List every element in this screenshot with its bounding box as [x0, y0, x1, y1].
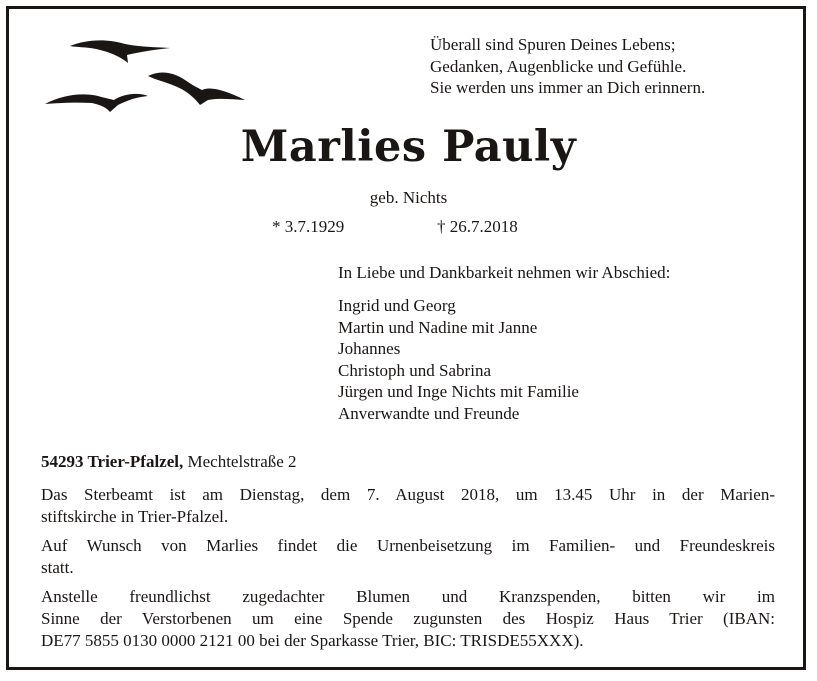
seagull-icon [70, 40, 170, 63]
quote-line: Überall sind Spuren Deines Lebens; [430, 35, 676, 54]
address-city: 54293 Trier-Pfalzel, [41, 452, 184, 471]
donation-paragraph [41, 586, 775, 652]
mourner-item: Ingrid und Georg [338, 296, 456, 315]
seagull-icon [148, 73, 245, 105]
paragraph-line: Das Sterbeamt ist am Dienstag, dem 7. August 2018, um 13.45 Uhr in der Marien- [41, 485, 775, 504]
death-date: † 26.7.2018 [437, 217, 518, 236]
seagulls-icon [40, 30, 255, 120]
paragraph-line: statt. [41, 558, 74, 577]
mourner-item: Christoph und Sabrina [338, 360, 491, 380]
quote-line: Sie werden uns immer an Dich erinnern. [430, 78, 706, 97]
mourners-list [338, 295, 579, 425]
family-address [41, 452, 297, 472]
birth-date: * 3.7.1929 [272, 217, 345, 236]
paragraph-line: Auf Wunsch von Marlies findet die Urnenbeisetzung im Familien- und Freundeskreis [41, 536, 775, 555]
seagull-icon [45, 94, 148, 112]
funeral-paragraph [41, 484, 775, 528]
mourner-item: Anverwandte und Freunde [338, 403, 520, 423]
address-street: Mechtelstraße 2 [187, 452, 297, 471]
paragraph-line: Sinne der Verstorbenen um eine Spende zugunsten des Hospiz Haus Trier (IBAN: [41, 609, 775, 628]
quote-line: Gedanken, Augenblicke und Gefühle. [430, 56, 687, 76]
mourner-item: Martin und Nadine mit Janne [338, 317, 538, 337]
farewell-line: In Liebe und Dankbarkeit nehmen wir Abschied: [338, 263, 671, 282]
paragraph-line: stiftskirche in Trier-Pfalzel. [41, 507, 229, 526]
paragraph-line: DE77 5855 0130 0000 2121 00 bei der Sparkasse Trier, BIC: TRISDE55XXX). [41, 631, 584, 650]
paragraph-line: Anstelle freundlichst zugedachter Blumen und Kranzspenden, bitten wir im [41, 587, 775, 606]
burial-paragraph [41, 535, 775, 579]
mourner-item: Jürgen und Inge Nichts mit Familie [338, 382, 579, 402]
mourner-item: Johannes [338, 339, 401, 359]
birth-name: geb. Nichts [369, 188, 448, 207]
memorial-quote [430, 34, 705, 99]
deceased-name: Marlies Pauly [240, 122, 577, 172]
